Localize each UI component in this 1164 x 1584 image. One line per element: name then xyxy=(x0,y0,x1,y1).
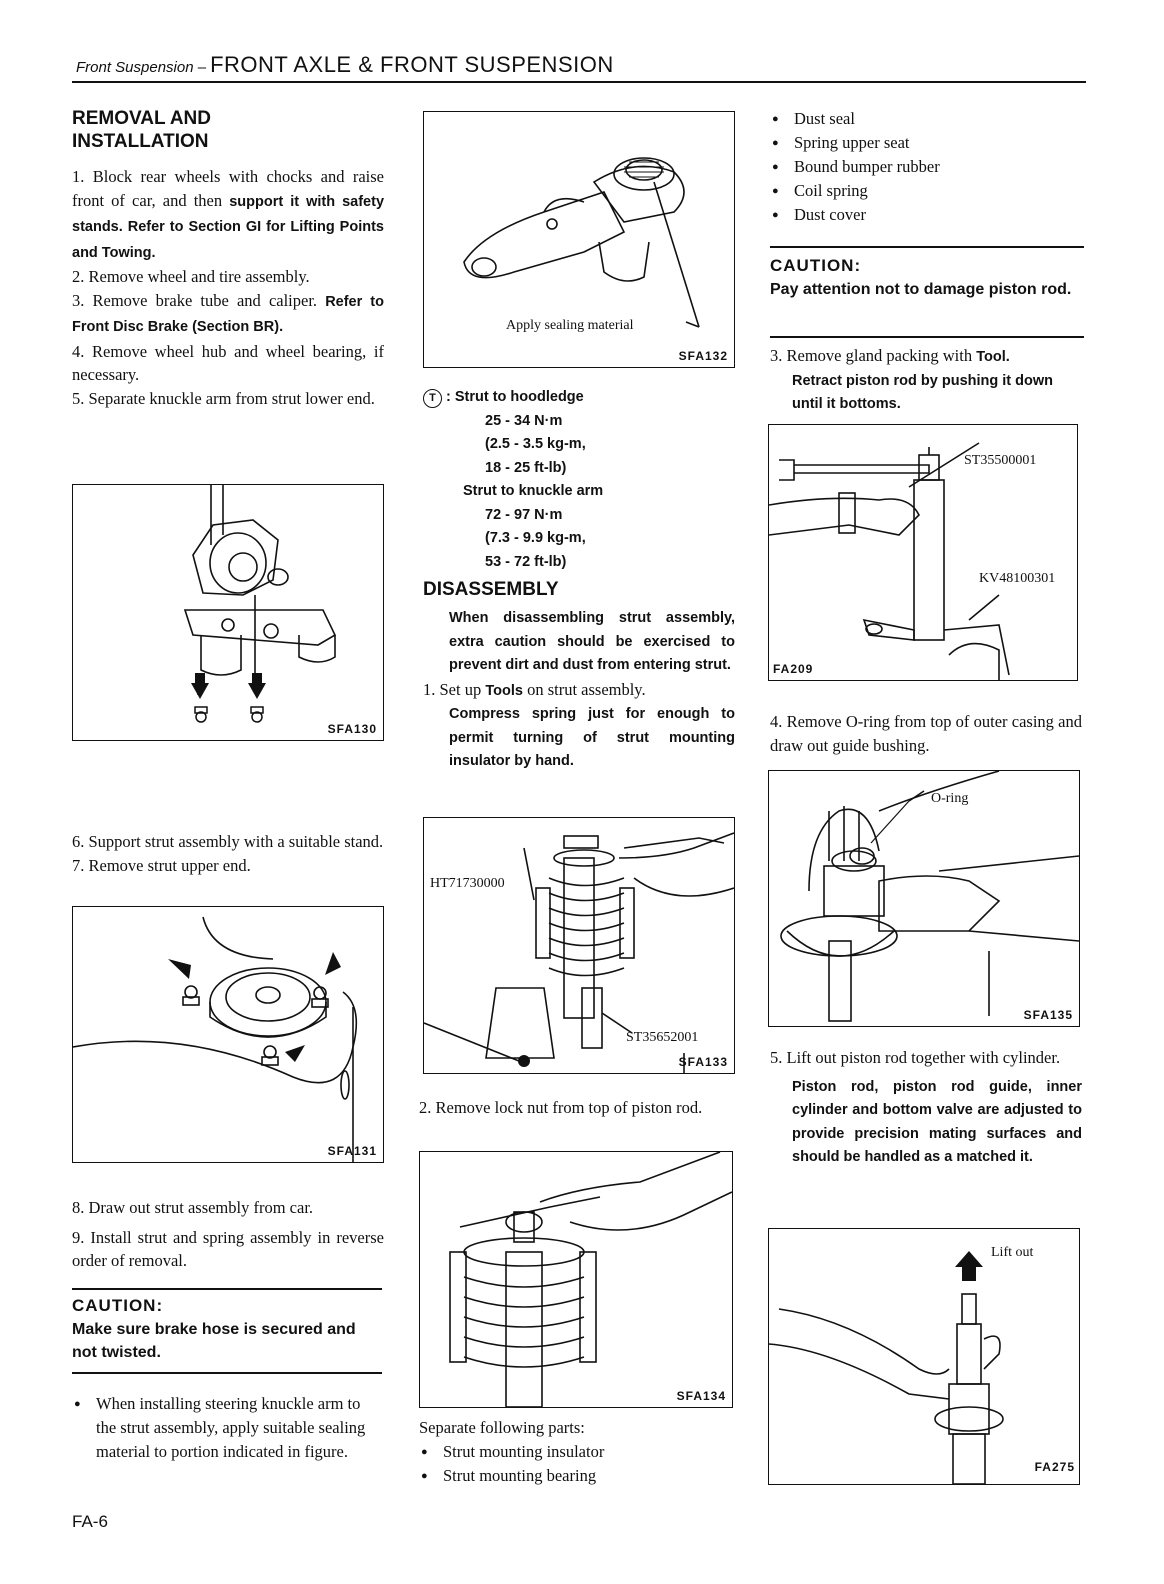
header-section: Front Suspension – xyxy=(76,59,207,76)
step-1: 1. Block rear wheels with chocks and raise front of car, and then support it with safety stands. Refer to Section GI for Lifting Points and Towing. xyxy=(72,167,385,261)
step-3: 3. Remove brake tube and caliper. Refer to Front Disc Brake (Section BR). xyxy=(72,290,384,335)
step-5: 5. Separate knuckle arm from strut lower end. xyxy=(72,388,375,408)
tool-kv-label: KV48100301 xyxy=(979,571,1056,586)
disassembly-step-3: 3. Remove gland packing with Tool. Retract piston rod by pushing it down until it bottoms. xyxy=(770,344,1082,417)
figure-sfa133 xyxy=(423,817,735,1074)
caution-text: Pay attention not to damage piston rod. xyxy=(770,281,1072,298)
list-item: ● When installing steering knuckle arm to the strut assembly, apply suitable sealing material to portion indicated in figure. xyxy=(72,1392,384,1464)
disassembly-step-5-note: Piston rod, piston rod guide, inner cylinder and bottom valve are adjusted to provide precision mating surfaces and should be handled as a matched it. xyxy=(792,1078,1082,1165)
disassembly-step-1-note: Compress spring just for enough to permit turning of strut mounting insulator by hand. xyxy=(449,706,735,769)
figure-id: SFA133 xyxy=(678,1055,728,1069)
disassembly-step-4: 4. Remove O-ring from top of outer casing and draw out guide bushing. xyxy=(770,712,1082,755)
figure-sfa132 xyxy=(423,111,735,368)
figure-sfa130 xyxy=(72,484,384,741)
caution-rule-2 xyxy=(72,1372,382,1374)
step-6: 6. Support strut assembly with a suitable stand. xyxy=(72,832,384,851)
torque-1-ftlb: 18 - 25 ft-lb) xyxy=(485,459,567,476)
disassembly-step-2: 2. Remove lock nut from top of piston rod. xyxy=(419,1098,703,1117)
header-rule xyxy=(72,81,1086,83)
torque-icon: T xyxy=(423,389,442,408)
torque-2-kgm: (7.3 - 9.9 kg-m, xyxy=(485,530,586,546)
torque-2-ftlb: 53 - 72 ft-lb) xyxy=(485,553,567,570)
caution-box-1 xyxy=(72,1296,384,1364)
figure-sfa135 xyxy=(768,770,1080,1027)
figure-sfa131 xyxy=(72,906,384,1163)
column-1-bottom xyxy=(72,1196,384,1273)
column-1 xyxy=(72,107,384,410)
caution-rule-3 xyxy=(770,246,1084,248)
knuckle-diagram xyxy=(73,485,383,740)
list-item: ● Bound bumper rubber xyxy=(770,155,1082,179)
torque-2-nm: 72 - 97 N·m xyxy=(485,506,563,523)
sealing-label: Apply sealing material xyxy=(506,318,634,333)
figure-id: FA209 xyxy=(773,662,814,676)
step-4: 4. Remove wheel hub and wheel bearing, if necessary. xyxy=(72,341,384,384)
tool-st355-label: ST35500001 xyxy=(964,453,1037,468)
tool-ht-label: HT71730000 xyxy=(430,876,505,891)
caution-rule-4 xyxy=(770,336,1084,338)
torque-1-kgm: (2.5 - 3.5 kg-m, xyxy=(485,436,586,452)
caution-box-2 xyxy=(770,256,1082,301)
torque-2-title: Strut to knuckle arm xyxy=(463,483,604,499)
removal-heading: REMOVAL AND INSTALLATION xyxy=(72,108,211,152)
list-item: ● Strut mounting insulator xyxy=(419,1440,731,1464)
step-8: 8. Draw out strut assembly from car. xyxy=(72,1198,314,1217)
caution-rule-1 xyxy=(72,1288,382,1290)
figure-id: SFA132 xyxy=(678,349,728,363)
list-item: ● Dust cover xyxy=(770,203,1082,227)
page-header xyxy=(76,52,1086,78)
figure-id: SFA135 xyxy=(1023,1008,1073,1022)
separate-text: Separate following parts: xyxy=(419,1418,585,1437)
separate-parts xyxy=(419,1416,731,1488)
list-item: ● Spring upper seat xyxy=(770,131,1082,155)
step-7: 7. Remove strut upper end. xyxy=(72,855,251,875)
figure-fa275 xyxy=(768,1228,1080,1485)
caution-heading: CAUTION: xyxy=(72,1296,164,1315)
caution-heading: CAUTION: xyxy=(770,256,862,275)
page-number: FA-6 xyxy=(72,1512,108,1531)
figure-id: SFA131 xyxy=(327,1144,377,1158)
lift-out-diagram xyxy=(769,1229,1079,1484)
figure-id: SFA130 xyxy=(327,722,377,736)
list-item: ● Dust seal xyxy=(770,107,1082,131)
disassembly-step-5: 5. Lift out piston rod together with cylinder. Piston rod, piston rod guide, inner cylinder and bottom valve are adjusted to provide precision mating surfaces and should be handled as a matched it. xyxy=(770,1046,1082,1170)
figure-fa209 xyxy=(768,424,1078,681)
figure-sfa134 xyxy=(419,1151,733,1408)
torque-1-title: T : Strut to hoodledge xyxy=(423,386,735,410)
lock-nut-diagram xyxy=(420,1152,732,1407)
step-2: 2. Remove wheel and tire assembly. xyxy=(72,267,310,286)
header-title: FRONT AXLE & FRONT SUSPENSION xyxy=(210,52,614,77)
disassembly-step-1: 1. Set up Tools on strut assembly. xyxy=(423,679,646,699)
column-1-mid xyxy=(72,830,384,877)
caution-text: Make sure brake hose is secured and not twisted. xyxy=(72,1321,356,1361)
disassembly-heading: DISASSEMBLY xyxy=(423,579,559,600)
lift-out-label: Lift out xyxy=(991,1245,1034,1260)
o-ring-label: O-ring xyxy=(931,791,969,806)
column-3-list xyxy=(770,107,1082,227)
column-1-bullet xyxy=(72,1392,384,1464)
step-9: 9. Install strut and spring assembly in reverse order of removal. xyxy=(72,1227,384,1270)
figure-id: SFA134 xyxy=(676,1389,726,1403)
torque-specs xyxy=(423,386,735,774)
o-ring-diagram xyxy=(769,771,1079,1026)
tool-st356-label: ST35652001 xyxy=(626,1030,699,1045)
figure-id: FA275 xyxy=(1034,1460,1075,1474)
list-item: ● Coil spring xyxy=(770,179,1082,203)
disassembly-note: When disassembling strut assembly, extra caution should be exercised to prevent dirt and dust from entering strut. xyxy=(449,610,735,673)
strut-top-diagram xyxy=(73,907,383,1162)
disassembly-step-3-note: Retract piston rod by pushing it down until it bottoms. xyxy=(792,372,1053,412)
list-item: ● Strut mounting bearing xyxy=(419,1464,731,1488)
torque-1-nm: 25 - 34 N·m xyxy=(485,412,563,429)
